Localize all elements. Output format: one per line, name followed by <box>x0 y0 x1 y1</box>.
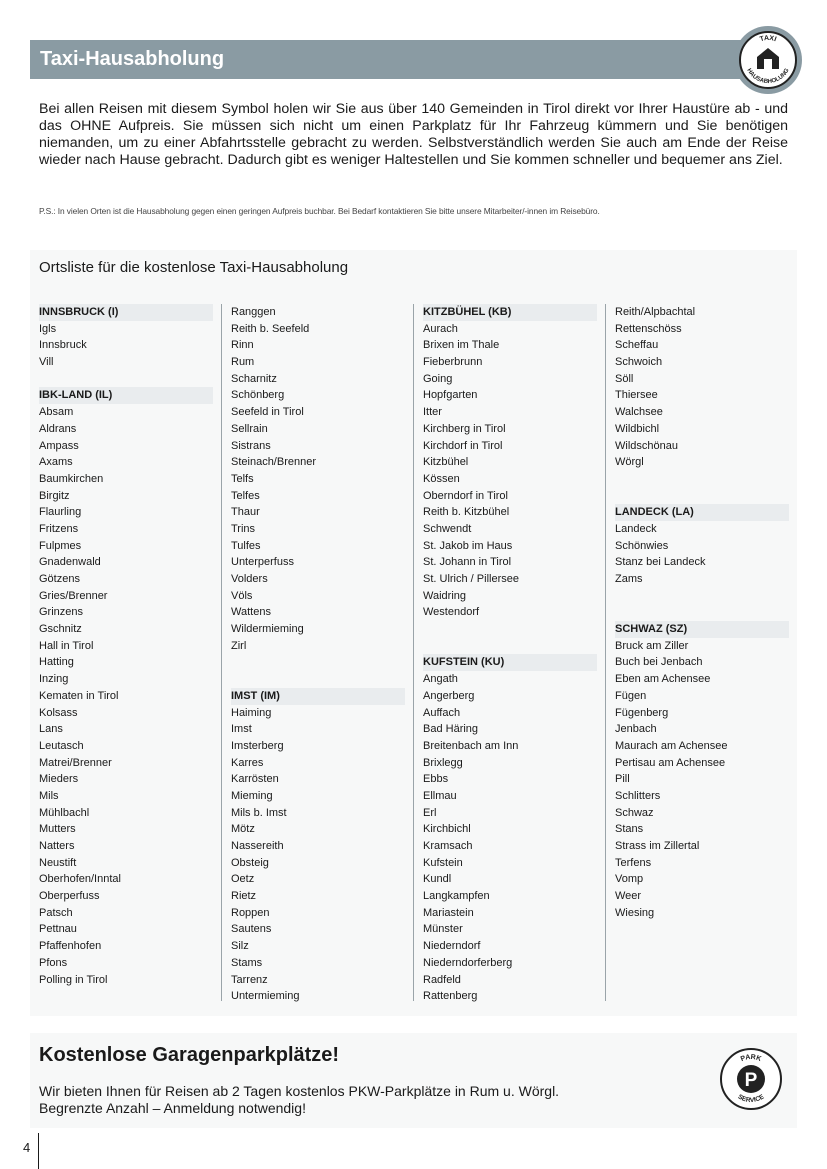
location-item: Kufstein <box>423 856 463 869</box>
location-item: Kramsach <box>423 840 473 852</box>
region-heading: IBK-LAND (IL) <box>39 387 213 404</box>
location-item: Zirl <box>231 639 247 652</box>
column-divider <box>605 304 606 1001</box>
location-item: Reith/Alpbachtal <box>615 306 696 318</box>
location-item: Lans <box>39 723 63 736</box>
parking-title: Kostenlose Garagenparkplätze! <box>39 1044 340 1066</box>
location-item: Walchsee <box>615 406 663 419</box>
location-item: Imst <box>231 723 252 736</box>
location-item: Birgitz <box>39 489 70 502</box>
location-item: Brixen im Thale <box>423 339 500 352</box>
location-item: Wildbichl <box>615 422 660 435</box>
location-item: Kitzbühel <box>423 456 469 469</box>
location-item: Schwendt <box>423 522 472 535</box>
location-item: St. Jakob im Haus <box>423 539 513 552</box>
location-item: Mühlbachl <box>39 806 90 819</box>
location-item: Karrösten <box>231 773 279 786</box>
location-item: Rietz <box>231 890 257 903</box>
location-item: Haiming <box>231 706 272 719</box>
location-item: Münster <box>423 923 463 936</box>
location-item: Inzing <box>39 673 69 686</box>
location-item: Fieberbrunn <box>423 356 483 369</box>
region-heading: LANDECK (LA) <box>615 504 789 521</box>
location-item: Hopfgarten <box>423 389 478 402</box>
section-header <box>30 40 794 79</box>
location-item: Thiersee <box>615 389 658 402</box>
location-item: Bruck am Ziller <box>615 639 689 652</box>
park-badge-bottom: SERVICE <box>736 1093 766 1105</box>
location-item: Tarrenz <box>231 973 268 986</box>
list-spacer <box>615 488 789 505</box>
location-item: Silz <box>231 940 249 953</box>
location-item: Mieming <box>231 789 273 802</box>
parking-line-1: Wir bieten Ihnen für Reisen ab 2 Tagen kostenlos PKW-Parkplätze in Rum u. Wörgl. <box>39 1083 560 1099</box>
location-item: Fulpmes <box>39 539 82 552</box>
intro-paragraph: Bei allen Reisen mit diesem Symbol holen wir Sie aus über 140 Gemeinden in Tirol direkt vor Ihrer Haustüre ab - und das OHNE Aufpreis. Sie müssen sich nicht um einen Parkplatz für Ihr Fahrzeug kümmern und Sie benötigen niemanden, um zu einer Abfahrtsstelle gebracht zu werden. Selbstverständlich werden Sie auch am Ende der Reise wieder nach Hause gebracht. Dadurch gibt es weniger Haltestellen und Sie kommen schneller und bequemer ans Ziel. <box>39 101 788 168</box>
location-item: Schwaz <box>615 806 654 819</box>
location-item: Kössen <box>423 472 460 485</box>
location-column-3 <box>423 304 597 1005</box>
location-item: Stams <box>231 956 263 969</box>
location-item: Telfes <box>231 489 260 502</box>
location-item: Matrei/Brenner <box>39 756 112 769</box>
location-item: Leutasch <box>39 739 84 752</box>
location-item: Wiesing <box>615 906 655 919</box>
region-heading: SCHWAZ (SZ) <box>615 621 789 638</box>
location-item: Landeck <box>615 522 657 535</box>
location-item: Flaurling <box>39 506 82 519</box>
location-item: Pfons <box>39 956 68 969</box>
location-item: Kematen in Tirol <box>39 689 119 702</box>
location-item: St. Johann in Tirol <box>423 556 512 569</box>
location-item: Breitenbach am Inn <box>423 739 519 752</box>
location-item: Schwoich <box>615 356 663 369</box>
location-item: Bad Häring <box>423 723 479 736</box>
location-item: Völs <box>231 589 253 602</box>
column-divider <box>221 304 222 1001</box>
location-item: Innsbruck <box>39 339 87 352</box>
location-item: Strass im Zillertal <box>615 840 700 852</box>
location-item: Seefeld in Tirol <box>231 406 304 419</box>
location-item: Neustift <box>39 856 77 869</box>
location-item: Gnadenwald <box>39 556 101 569</box>
location-item: Oetz <box>231 873 255 886</box>
location-item: Untermieming <box>231 990 300 1003</box>
location-item: Niederndorf <box>423 940 481 953</box>
location-item: Westendorf <box>423 606 480 619</box>
location-item: Mieders <box>39 773 79 786</box>
location-item: Telfs <box>231 472 254 485</box>
location-item: Patsch <box>39 906 73 919</box>
taxi-house-icon <box>734 26 802 94</box>
list-spacer <box>231 654 405 671</box>
location-item: Oberndorf in Tirol <box>423 489 508 502</box>
list-spacer <box>615 471 789 488</box>
location-item: Mils <box>39 789 59 802</box>
location-item: Hall in Tirol <box>39 639 94 652</box>
location-item: Angath <box>423 673 458 686</box>
location-item: Scheffau <box>615 339 659 352</box>
location-item: Gries/Brenner <box>39 589 108 602</box>
location-item: Roppen <box>231 906 270 919</box>
location-item: St. Ulrich / Pillersee <box>423 573 519 585</box>
location-column-1 <box>39 304 213 988</box>
location-item: Oberhofen/Inntal <box>39 873 121 886</box>
location-item: Fritzens <box>39 522 79 535</box>
location-item: Pettnau <box>39 923 77 936</box>
parking-text <box>39 1083 559 1117</box>
location-item: Fügen <box>615 689 647 702</box>
list-spacer <box>615 588 789 605</box>
location-item: Götzens <box>39 573 80 585</box>
location-item: Absam <box>39 406 74 419</box>
location-item: Ebbs <box>423 773 449 786</box>
location-item: Eben am Achensee <box>615 673 711 686</box>
column-divider <box>413 304 414 1001</box>
location-item: Aurach <box>423 322 458 335</box>
location-item: Obsteig <box>231 856 269 869</box>
location-item: Söll <box>615 372 634 385</box>
location-item: Ampass <box>39 439 79 452</box>
location-item: Polling in Tirol <box>39 973 108 986</box>
list-spacer <box>423 621 597 638</box>
list-spacer <box>231 671 405 688</box>
region-heading: INNSBRUCK (I) <box>39 304 213 321</box>
location-item: Maurach am Achensee <box>615 739 728 752</box>
taxi-hausabholung-badge <box>734 26 802 94</box>
location-item: Volders <box>231 573 268 585</box>
location-item: Rattenberg <box>423 990 478 1003</box>
location-item: Erl <box>423 806 437 819</box>
location-item: Kundl <box>423 873 452 886</box>
location-item: Schönwies <box>615 539 669 552</box>
location-item: Ellmau <box>423 789 457 802</box>
location-item: Kolsass <box>39 706 78 719</box>
location-item: Vomp <box>615 873 644 886</box>
location-list-title: Ortsliste für die kostenlose Taxi-Hausabholung <box>39 259 349 276</box>
location-item: Weer <box>615 890 642 903</box>
location-item: Kirchbichl <box>423 823 471 836</box>
location-item: Reith b. Seefeld <box>231 322 310 335</box>
location-item: Stanz bei Landeck <box>615 556 706 569</box>
location-item: Gschnitz <box>39 623 82 636</box>
location-item: Hatting <box>39 656 74 669</box>
parking-line-2: Begrenzte Anzahl – Anmeldung notwendig! <box>39 1100 306 1116</box>
page-number-divider <box>38 1133 39 1169</box>
location-item: Wildschönau <box>615 439 678 452</box>
location-item: Baumkirchen <box>39 472 104 485</box>
location-item: Pfaffenhofen <box>39 940 102 953</box>
location-item: Kirchdorf in Tirol <box>423 439 503 452</box>
region-heading: IMST (IM) <box>231 688 405 705</box>
location-item: Aldrans <box>39 422 77 435</box>
location-item: Igls <box>39 322 57 335</box>
location-item: Fügenberg <box>615 706 669 719</box>
location-item: Pertisau am Achensee <box>615 756 726 769</box>
location-item: Oberperfuss <box>39 890 100 903</box>
location-column-4 <box>615 304 789 921</box>
location-item: Trins <box>231 522 256 535</box>
location-item: Radfeld <box>423 973 461 986</box>
location-item: Schlitters <box>615 789 661 802</box>
location-item: Imsterberg <box>231 739 284 752</box>
list-spacer <box>615 604 789 621</box>
ps-note: P.S.: In vielen Orten ist die Hausabholung gegen einen geringen Aufpreis buchbar. Bei Bedarf kontaktieren Sie bitte unsere Mitarbeiter/-innen im Reisebüro. <box>39 206 600 216</box>
location-item: Langkampfen <box>423 890 490 903</box>
location-item: Wattens <box>231 606 271 619</box>
region-heading: KITZBÜHEL (KB) <box>423 304 597 321</box>
location-item: Angerberg <box>423 689 475 702</box>
location-item: Rinn <box>231 339 254 352</box>
region-heading: KUFSTEIN (KU) <box>423 654 597 671</box>
park-badge-top: PARK <box>739 1053 763 1064</box>
location-column-2 <box>231 304 405 1005</box>
badge-bottom-text: HAUSABHOLUNG <box>745 67 791 86</box>
location-item: Grinzens <box>39 606 84 619</box>
location-item: Terfens <box>615 856 652 869</box>
badge-top-text: TAXI <box>759 34 778 44</box>
location-item: Rettenschöss <box>615 322 682 335</box>
location-item: Brixlegg <box>423 756 463 769</box>
location-item: Rum <box>231 356 255 369</box>
location-item: Itter <box>423 406 442 419</box>
location-item: Sellrain <box>231 422 268 435</box>
location-item: Karres <box>231 756 264 769</box>
section-title: Taxi-Hausabholung <box>40 48 225 70</box>
page-number: 4 <box>23 1140 31 1155</box>
location-item: Buch bei Jenbach <box>615 656 703 669</box>
location-item: Mils b. Imst <box>231 806 287 819</box>
location-item: Zams <box>615 573 643 585</box>
location-item: Sautens <box>231 923 272 936</box>
location-item: Wörgl <box>615 456 644 469</box>
location-item: Mötz <box>231 823 255 836</box>
location-item: Mariastein <box>423 906 474 919</box>
list-spacer <box>423 638 597 655</box>
park-badge-letter: P <box>744 1070 758 1091</box>
location-item: Pill <box>615 773 630 786</box>
location-item: Mutters <box>39 823 76 836</box>
location-item: Schönberg <box>231 389 285 402</box>
location-item: Stans <box>615 823 644 836</box>
location-item: Going <box>423 372 453 385</box>
location-item: Reith b. Kitzbühel <box>423 506 510 519</box>
location-item: Scharnitz <box>231 372 277 385</box>
location-item: Axams <box>39 456 73 469</box>
location-item: Nassereith <box>231 840 284 852</box>
list-spacer <box>39 371 213 388</box>
location-item: Auffach <box>423 706 461 719</box>
location-item: Wildermieming <box>231 623 304 636</box>
location-item: Steinach/Brenner <box>231 456 316 469</box>
location-item: Unterperfuss <box>231 556 294 569</box>
location-item: Natters <box>39 840 75 852</box>
location-item: Sistrans <box>231 439 271 452</box>
location-item: Kirchberg in Tirol <box>423 422 506 435</box>
location-item: Vill <box>39 356 54 369</box>
location-item: Niederndorferberg <box>423 956 513 969</box>
location-item: Tulfes <box>231 539 261 552</box>
park-service-icon <box>719 1047 783 1111</box>
location-item: Jenbach <box>615 723 657 736</box>
location-item: Waidring <box>423 589 466 602</box>
location-item: Thaur <box>231 506 260 519</box>
location-item: Ranggen <box>231 306 276 318</box>
